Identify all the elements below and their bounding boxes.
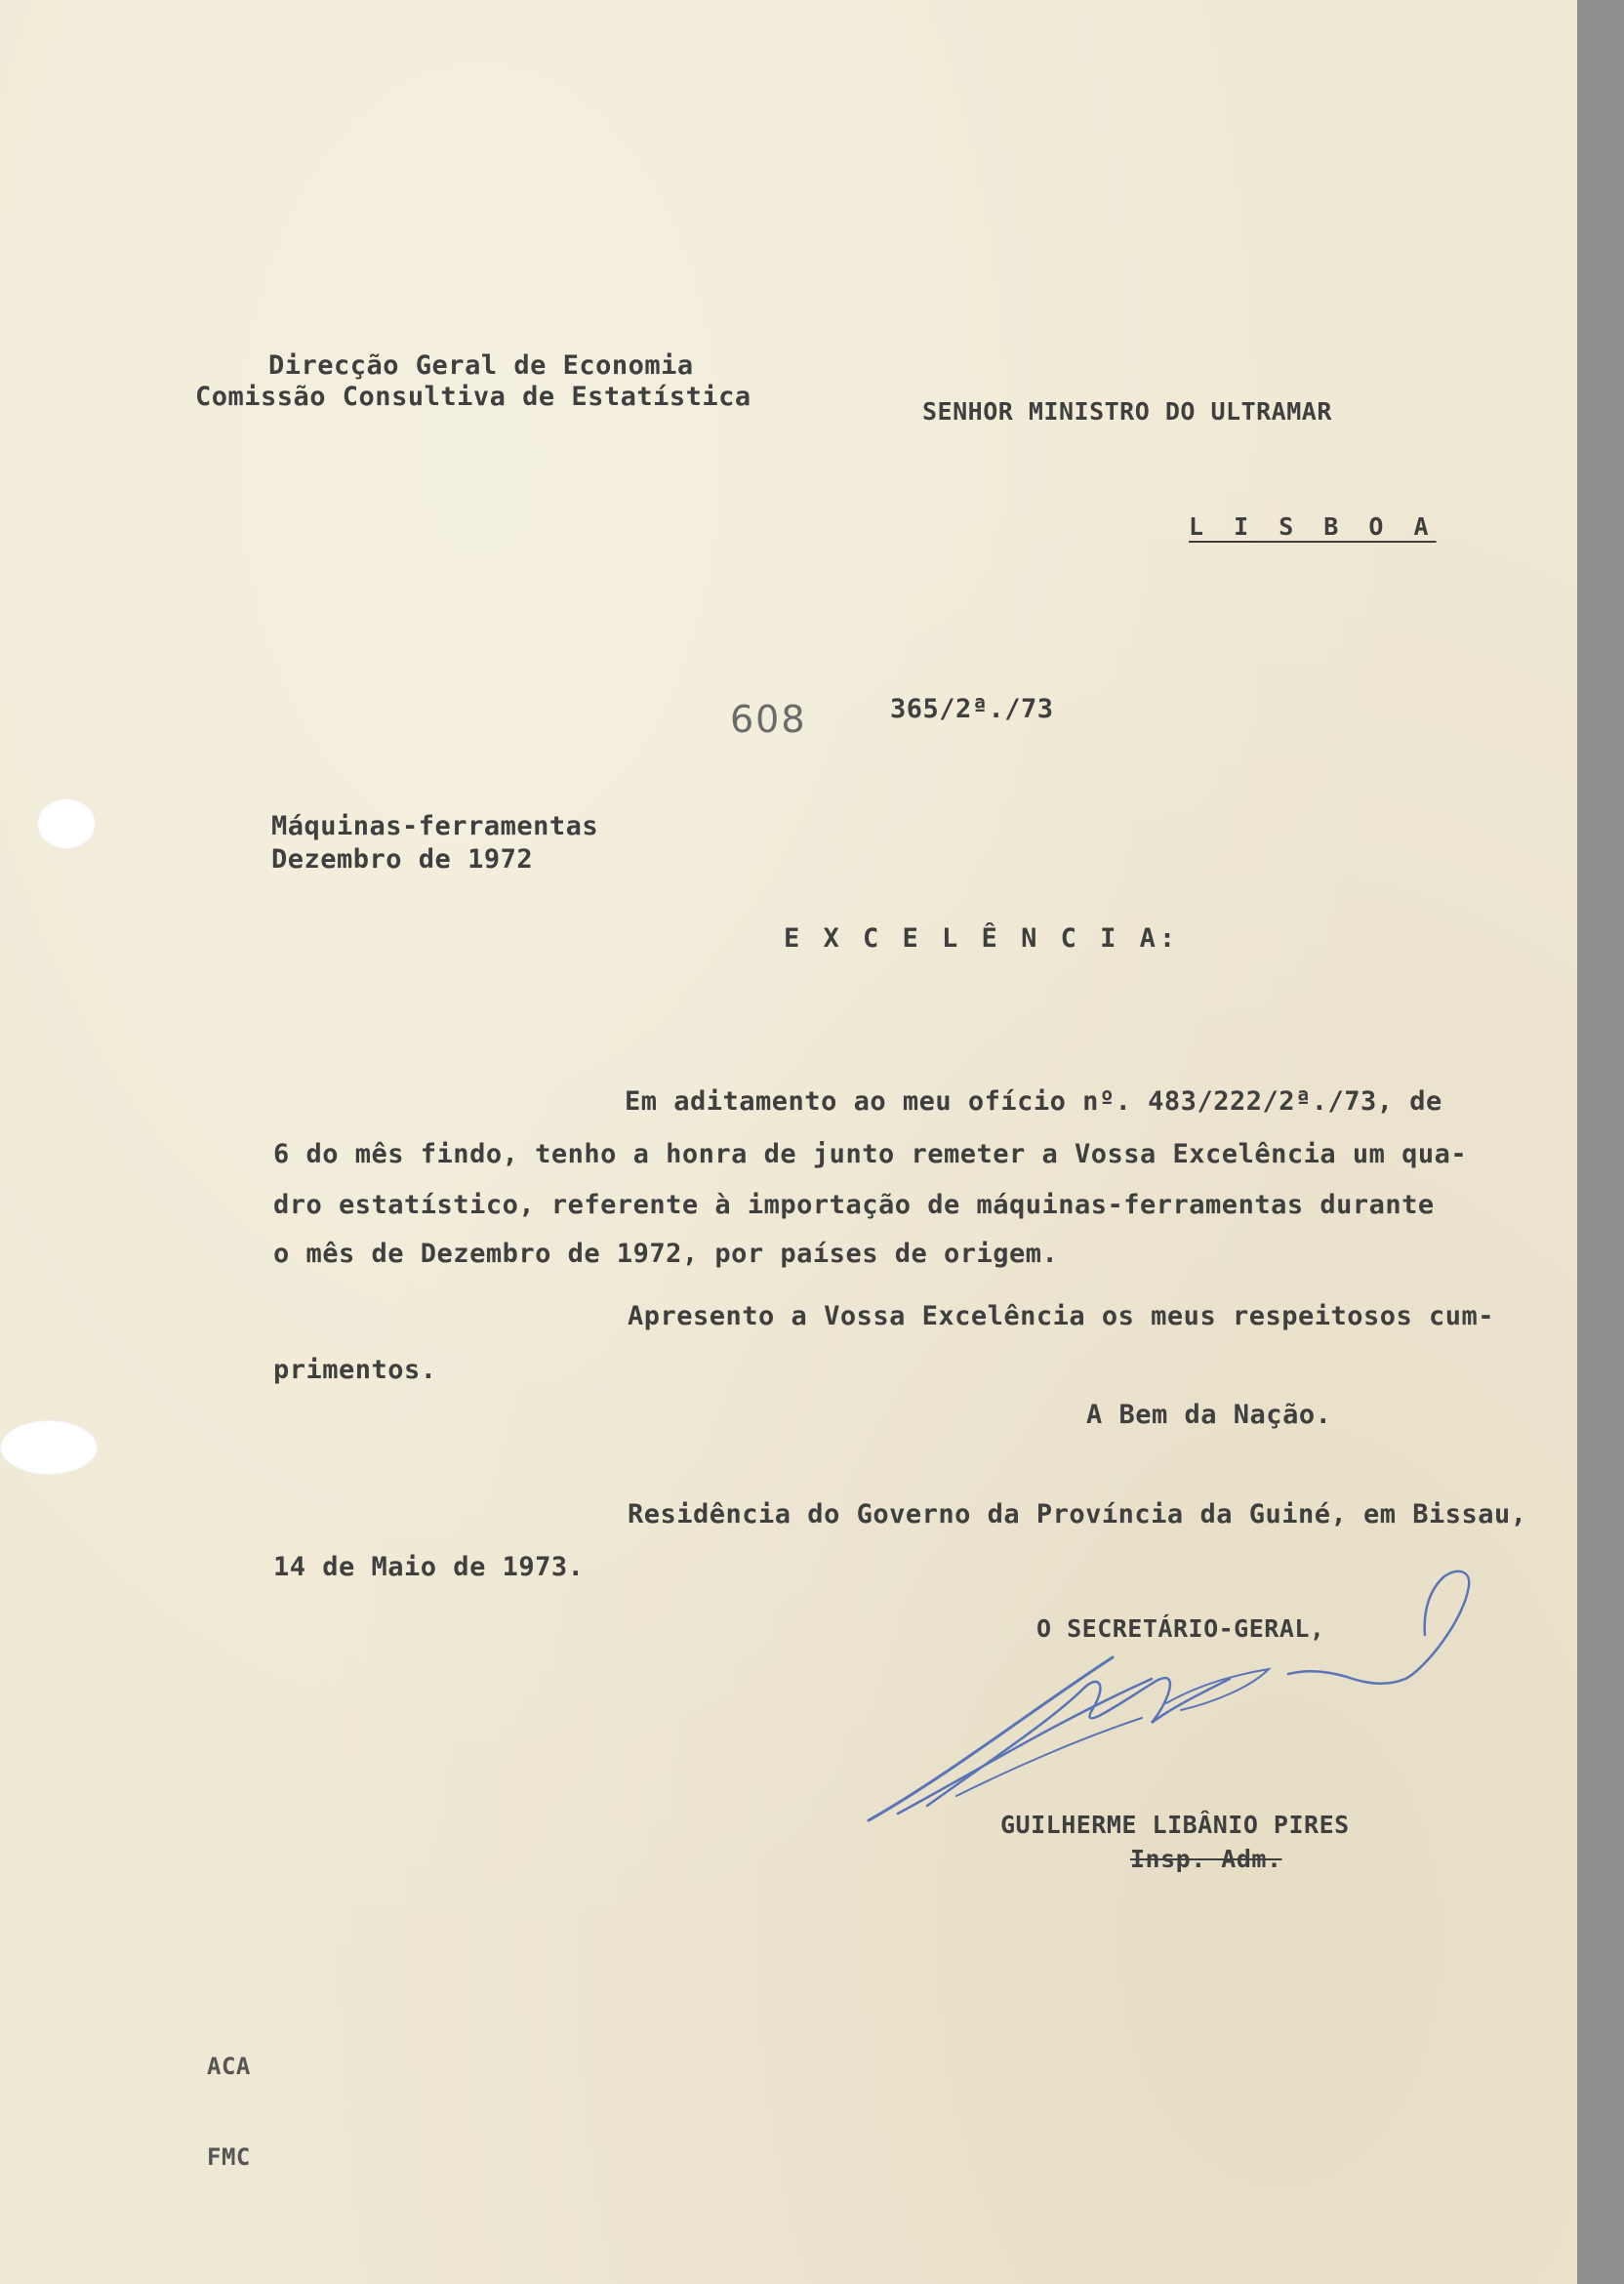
reference-number: 365/2ª./73: [890, 694, 1054, 724]
body-p1-line-1: Em aditamento ao meu ofício nº. 483/222/2ª./73, de: [625, 1086, 1442, 1117]
page-edge: [1577, 0, 1601, 2284]
place-line: Residência do Governo da Província da Guiné, em Bissau,: [628, 1499, 1527, 1529]
body-p1-line-4: o mês de Dezembro de 1972, por países de origem.: [273, 1239, 1059, 1269]
punch-hole-bottom: [0, 1420, 98, 1475]
footer-initials-2: FMC: [207, 2143, 251, 2171]
city: L I S B O A: [1189, 512, 1437, 541]
body-p2-line-2: primentos.: [273, 1355, 437, 1385]
signatory-name: GUILHERME LIBÂNIO PIRES: [1000, 1811, 1350, 1839]
signatory-role: Insp. Adm.: [1130, 1845, 1282, 1873]
signature-title: O SECRETÁRIO-GERAL,: [1036, 1614, 1325, 1643]
date-line: 14 de Maio de 1973.: [273, 1552, 585, 1582]
salutation: E X C E L Ê N C I A:: [784, 923, 1180, 954]
org-line-1: Direcção Geral de Economia: [268, 350, 694, 381]
body-p2-line-1: Apresento a Vossa Excelência os meus respeitosos cum-: [628, 1301, 1495, 1331]
punch-hole-top: [37, 798, 96, 849]
org-line-2: Comissão Consultiva de Estatística: [195, 382, 751, 412]
handwritten-number: 608: [730, 698, 807, 741]
footer-initials-1: ACA: [207, 2053, 251, 2080]
closing: A Bem da Nação.: [1086, 1400, 1332, 1430]
subject-line-2: Dezembro de 1972: [271, 844, 534, 875]
recipient: SENHOR MINISTRO DO ULTRAMAR: [922, 397, 1332, 426]
body-p1-line-3: dro estatístico, referente à importação de máquinas-ferramentas durante: [273, 1190, 1435, 1220]
subject-line-1: Máquinas-ferramentas: [271, 811, 599, 841]
body-p1-line-2: 6 do mês findo, tenho a honra de junto remeter a Vossa Excelência um qua-: [273, 1139, 1468, 1169]
